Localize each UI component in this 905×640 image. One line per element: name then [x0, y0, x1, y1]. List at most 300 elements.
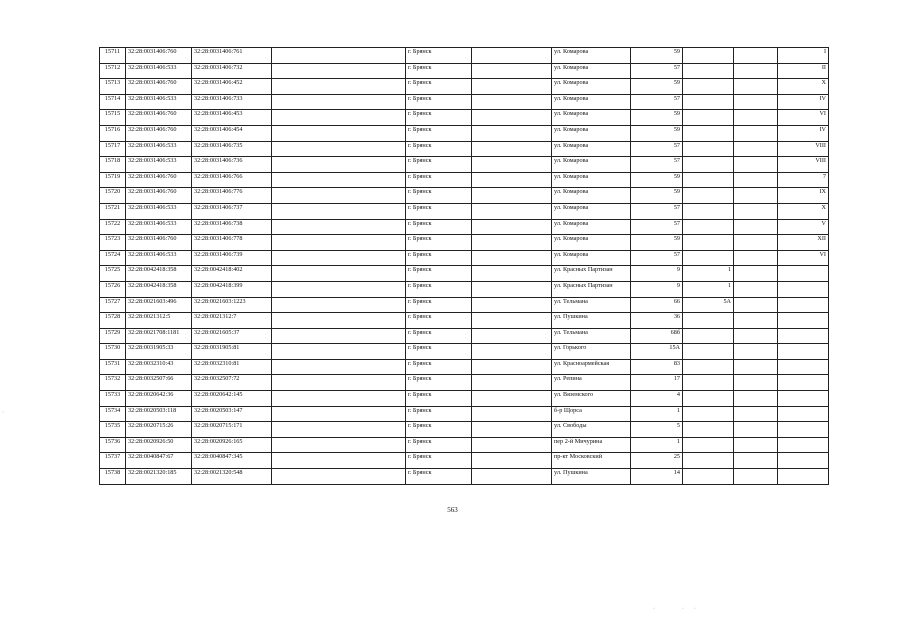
row-number: 15738 [100, 469, 126, 485]
building-cell [683, 422, 734, 438]
cell-empty [272, 235, 406, 251]
cadastral-number-parcel: 32:28:0042418:358 [126, 266, 192, 282]
cadastral-number-object: 32:28:0021320:548 [192, 469, 272, 485]
cadastral-number-parcel: 32:28:0020503:118 [126, 406, 192, 422]
cell-empty [734, 437, 778, 453]
house-number-cell: 66 [631, 297, 683, 313]
city-cell: г. Брянск [406, 297, 472, 313]
city-cell: г. Брянск [406, 125, 472, 141]
street-cell: ул. Комарова [552, 141, 631, 157]
street-cell: ул. Комарова [552, 219, 631, 235]
cell-empty [472, 266, 552, 282]
city-cell: г. Брянск [406, 250, 472, 266]
apartment-cell [778, 297, 829, 313]
house-number-cell: 14 [631, 469, 683, 485]
city-cell: г. Брянск [406, 375, 472, 391]
city-cell: г. Брянск [406, 328, 472, 344]
cell-empty [734, 297, 778, 313]
house-number-cell: 83 [631, 359, 683, 375]
street-cell: ул. Пушкина [552, 469, 631, 485]
cadastral-number-parcel: 32:28:0032507:66 [126, 375, 192, 391]
table-row [100, 110, 829, 126]
street-cell: ул. Тельмана [552, 328, 631, 344]
table-row [100, 422, 829, 438]
cadastral-number-parcel: 32:28:0031406:760 [126, 110, 192, 126]
cell-empty [272, 422, 406, 438]
row-number: 15714 [100, 94, 126, 110]
city-cell: г. Брянск [406, 188, 472, 204]
apartment-cell: X [778, 203, 829, 219]
apartment-cell [778, 359, 829, 375]
cell-empty [472, 110, 552, 126]
cadastral-number-object: 32:28:0031406:736 [192, 157, 272, 173]
cadastral-number-object: 32:28:0020642:145 [192, 391, 272, 407]
row-number: 15722 [100, 219, 126, 235]
house-number-cell: 57 [631, 250, 683, 266]
cadastral-number-object: 32:28:0031406:452 [192, 79, 272, 95]
street-cell: ул. Вяземского [552, 391, 631, 407]
city-cell: г. Брянск [406, 203, 472, 219]
cell-empty [472, 359, 552, 375]
house-number-cell: 17 [631, 375, 683, 391]
cell-empty [272, 391, 406, 407]
cell-empty [472, 48, 552, 64]
house-number-cell: 59 [631, 172, 683, 188]
row-number: 15727 [100, 297, 126, 313]
cell-empty [472, 297, 552, 313]
cell-empty [734, 203, 778, 219]
cadastral-number-object: 32:28:0031406:733 [192, 94, 272, 110]
cell-empty [472, 437, 552, 453]
apartment-cell: IV [778, 125, 829, 141]
cadastral-number-parcel: 32:28:0031406:760 [126, 188, 192, 204]
table-row [100, 375, 829, 391]
table-row [100, 328, 829, 344]
building-cell [683, 141, 734, 157]
cell-empty [472, 328, 552, 344]
cadastral-number-object: 32:28:0031406:739 [192, 250, 272, 266]
apartment-cell [778, 391, 829, 407]
cell-empty [272, 94, 406, 110]
street-cell: пер 2-й Мичурина [552, 437, 631, 453]
street-cell: ул. Комарова [552, 125, 631, 141]
cell-empty [472, 235, 552, 251]
cadastral-number-object: 32:28:0031406:732 [192, 63, 272, 79]
cell-empty [272, 110, 406, 126]
house-number-cell: 1 [631, 406, 683, 422]
cadastral-number-parcel: 32:28:0021312:5 [126, 313, 192, 329]
cadastral-number-parcel: 32:28:0020642:36 [126, 391, 192, 407]
building-cell [683, 235, 734, 251]
street-cell: ул. Красных Партизан [552, 266, 631, 282]
house-number-cell: 68б [631, 328, 683, 344]
cell-empty [472, 375, 552, 391]
building-cell [683, 391, 734, 407]
cadastral-number-object: 32:28:0031406:776 [192, 188, 272, 204]
building-cell [683, 375, 734, 391]
cadastral-number-object: 32:28:0021605:37 [192, 328, 272, 344]
house-number-cell: 57 [631, 141, 683, 157]
table-row [100, 48, 829, 64]
cadastral-number-parcel: 32:28:0020715:26 [126, 422, 192, 438]
cell-empty [472, 422, 552, 438]
cell-empty [272, 266, 406, 282]
cell-empty [272, 297, 406, 313]
table-row [100, 344, 829, 360]
cell-empty [272, 203, 406, 219]
street-cell: ул. Комарова [552, 203, 631, 219]
cell-empty [734, 188, 778, 204]
cell-empty [472, 157, 552, 173]
apartment-cell [778, 328, 829, 344]
street-cell: ул. Комарова [552, 63, 631, 79]
cadastral-number-parcel: 32:28:0031406:533 [126, 157, 192, 173]
cell-empty [472, 203, 552, 219]
table-row [100, 188, 829, 204]
cadastral-number-object: 32:28:0032310:81 [192, 359, 272, 375]
city-cell: г. Брянск [406, 266, 472, 282]
table-row [100, 79, 829, 95]
cell-empty [272, 469, 406, 485]
table-row [100, 391, 829, 407]
cadastral-number-object: 32:28:0020715:171 [192, 422, 272, 438]
cell-empty [272, 328, 406, 344]
city-cell: г. Брянск [406, 110, 472, 126]
apartment-cell [778, 406, 829, 422]
cell-empty [472, 188, 552, 204]
cell-empty [272, 125, 406, 141]
apartment-cell: XII [778, 235, 829, 251]
building-cell [683, 469, 734, 485]
cell-empty [272, 281, 406, 297]
cell-empty [472, 344, 552, 360]
cadastral-number-parcel: 32:28:0031406:760 [126, 79, 192, 95]
building-cell [683, 328, 734, 344]
cell-empty [472, 219, 552, 235]
table-row [100, 157, 829, 173]
row-number: 15730 [100, 344, 126, 360]
row-number: 15725 [100, 266, 126, 282]
table-row [100, 203, 829, 219]
building-cell [683, 48, 734, 64]
cadastral-number-parcel: 32:28:0031406:760 [126, 235, 192, 251]
table-row [100, 235, 829, 251]
page-number: 563 [447, 506, 458, 514]
cell-empty [272, 375, 406, 391]
city-cell: г. Брянск [406, 469, 472, 485]
city-cell: г. Брянск [406, 157, 472, 173]
cadastral-number-object: 32:28:0042418:402 [192, 266, 272, 282]
cadastral-number-parcel: 32:28:0020926:50 [126, 437, 192, 453]
apartment-cell: I [778, 48, 829, 64]
apartment-cell [778, 453, 829, 469]
apartment-cell [778, 313, 829, 329]
cell-empty [734, 172, 778, 188]
building-cell [683, 219, 734, 235]
building-cell [683, 157, 734, 173]
house-number-cell: 59 [631, 110, 683, 126]
table-row [100, 453, 829, 469]
cadastral-number-parcel: 32:28:0021708:1181 [126, 328, 192, 344]
city-cell: г. Брянск [406, 219, 472, 235]
building-cell [683, 188, 734, 204]
city-cell: г. Брянск [406, 437, 472, 453]
apartment-cell [778, 469, 829, 485]
building-cell: 5А [683, 297, 734, 313]
table-row [100, 172, 829, 188]
row-number: 15736 [100, 437, 126, 453]
apartment-cell [778, 344, 829, 360]
house-number-cell: 59 [631, 188, 683, 204]
city-cell: г. Брянск [406, 391, 472, 407]
cadastral-number-parcel: 32:28:0042418:358 [126, 281, 192, 297]
table-row [100, 266, 829, 282]
street-cell: ул. Комарова [552, 250, 631, 266]
street-cell: ул. Комарова [552, 110, 631, 126]
cadastral-number-object: 32:28:0021603:1223 [192, 297, 272, 313]
cadastral-number-parcel: 32:28:0031905:33 [126, 344, 192, 360]
cell-empty [734, 48, 778, 64]
cell-empty [734, 235, 778, 251]
cell-empty [472, 125, 552, 141]
table-row [100, 359, 829, 375]
apartment-cell: V [778, 219, 829, 235]
apartment-cell: VIII [778, 157, 829, 173]
cell-empty [272, 219, 406, 235]
city-cell: г. Брянск [406, 48, 472, 64]
building-cell: 1 [683, 266, 734, 282]
house-number-cell: 59 [631, 235, 683, 251]
row-number: 15712 [100, 63, 126, 79]
street-cell: ул. Комарова [552, 157, 631, 173]
house-number-cell: 4 [631, 391, 683, 407]
row-number: 15733 [100, 391, 126, 407]
cadastral-number-parcel: 32:28:0031406:533 [126, 141, 192, 157]
cell-empty [734, 141, 778, 157]
building-cell [683, 63, 734, 79]
cadastral-number-parcel: 32:28:0031406:533 [126, 219, 192, 235]
cell-empty [272, 437, 406, 453]
table-row [100, 469, 829, 485]
house-number-cell: 15А [631, 344, 683, 360]
building-cell [683, 79, 734, 95]
apartment-cell [778, 375, 829, 391]
apartment-cell [778, 437, 829, 453]
cadastral-number-object: 32:28:0031406:453 [192, 110, 272, 126]
row-number: 15732 [100, 375, 126, 391]
row-number: 15724 [100, 250, 126, 266]
city-cell: г. Брянск [406, 406, 472, 422]
house-number-cell: 25 [631, 453, 683, 469]
cell-empty [734, 344, 778, 360]
city-cell: г. Брянск [406, 422, 472, 438]
street-cell: ул. Комарова [552, 79, 631, 95]
scan-speck: · [2, 410, 4, 416]
cell-empty [734, 313, 778, 329]
street-cell: ул. Красных Партизан [552, 281, 631, 297]
row-number: 15731 [100, 359, 126, 375]
cell-empty [734, 250, 778, 266]
house-number-cell: 57 [631, 63, 683, 79]
cadastral-number-object: 32:28:0031406:778 [192, 235, 272, 251]
cadastral-number-parcel: 32:28:0031406:533 [126, 250, 192, 266]
street-cell: ул. Тельмана [552, 297, 631, 313]
row-number: 15735 [100, 422, 126, 438]
cell-empty [734, 79, 778, 95]
street-cell: ул. Горького [552, 344, 631, 360]
house-number-cell: 59 [631, 48, 683, 64]
building-cell [683, 437, 734, 453]
cell-empty [472, 172, 552, 188]
cadastral-number-parcel: 32:28:0031406:533 [126, 63, 192, 79]
cell-empty [472, 79, 552, 95]
building-cell [683, 203, 734, 219]
table-row [100, 281, 829, 297]
cadastral-number-object: 32:28:0040847:345 [192, 453, 272, 469]
street-cell: ул. Комарова [552, 235, 631, 251]
cell-empty [272, 48, 406, 64]
house-number-cell: 59 [631, 125, 683, 141]
city-cell: г. Брянск [406, 453, 472, 469]
cadastral-number-object: 32:28:0021312:7 [192, 313, 272, 329]
row-number: 15723 [100, 235, 126, 251]
cell-empty [272, 188, 406, 204]
table-row [100, 63, 829, 79]
cell-empty [472, 406, 552, 422]
cadastral-number-parcel: 32:28:0031406:760 [126, 48, 192, 64]
cadastral-number-parcel: 32:28:0032310:43 [126, 359, 192, 375]
apartment-cell [778, 266, 829, 282]
cell-empty [272, 453, 406, 469]
cell-empty [734, 266, 778, 282]
house-number-cell: 1 [631, 437, 683, 453]
cadastral-number-object: 32:28:0020503:147 [192, 406, 272, 422]
street-cell: ул. Комарова [552, 48, 631, 64]
city-cell: г. Брянск [406, 79, 472, 95]
cadastral-number-object: 32:28:0031905:81 [192, 344, 272, 360]
building-cell [683, 172, 734, 188]
cadastral-number-object: 32:28:0020926:165 [192, 437, 272, 453]
row-number: 15737 [100, 453, 126, 469]
building-cell [683, 359, 734, 375]
city-cell: г. Брянск [406, 313, 472, 329]
city-cell: г. Брянск [406, 63, 472, 79]
street-cell: ул. Репина [552, 375, 631, 391]
street-cell: ул. Красноармейская [552, 359, 631, 375]
row-number: 15720 [100, 188, 126, 204]
apartment-cell: VI [778, 110, 829, 126]
street-cell: ул. Комарова [552, 188, 631, 204]
table-row [100, 250, 829, 266]
scan-speck: · [694, 606, 696, 612]
table-row [100, 313, 829, 329]
row-number: 15711 [100, 48, 126, 64]
row-number: 15721 [100, 203, 126, 219]
cell-empty [272, 313, 406, 329]
cadastral-number-parcel: 32:28:0031406:533 [126, 203, 192, 219]
cell-empty [734, 359, 778, 375]
table-body [100, 48, 829, 485]
table-row [100, 406, 829, 422]
row-number: 15734 [100, 406, 126, 422]
cell-empty [734, 110, 778, 126]
cell-empty [472, 94, 552, 110]
registry-table [99, 47, 829, 485]
cell-empty [272, 250, 406, 266]
scan-speck: · [653, 606, 655, 612]
cell-empty [272, 157, 406, 173]
cadastral-number-object: 32:28:0031406:766 [192, 172, 272, 188]
cell-empty [272, 79, 406, 95]
building-cell [683, 110, 734, 126]
cell-empty [272, 359, 406, 375]
building-cell [683, 94, 734, 110]
cell-empty [734, 422, 778, 438]
cadastral-number-object: 32:28:0042418:399 [192, 281, 272, 297]
cell-empty [734, 219, 778, 235]
cadastral-number-parcel: 32:28:0031406:760 [126, 172, 192, 188]
cell-empty [272, 344, 406, 360]
cell-empty [472, 453, 552, 469]
building-cell [683, 344, 734, 360]
apartment-cell [778, 422, 829, 438]
apartment-cell [778, 281, 829, 297]
cell-empty [472, 391, 552, 407]
cell-empty [472, 141, 552, 157]
cell-empty [472, 313, 552, 329]
row-number: 15719 [100, 172, 126, 188]
apartment-cell: IX [778, 188, 829, 204]
cadastral-number-parcel: 32:28:0031406:760 [126, 125, 192, 141]
city-cell: г. Брянск [406, 172, 472, 188]
city-cell: г. Брянск [406, 281, 472, 297]
apartment-cell: II [778, 63, 829, 79]
cell-empty [734, 94, 778, 110]
house-number-cell: 5 [631, 422, 683, 438]
house-number-cell: 57 [631, 203, 683, 219]
cadastral-number-parcel: 32:28:0040847:67 [126, 453, 192, 469]
cell-empty [734, 125, 778, 141]
row-number: 15713 [100, 79, 126, 95]
city-cell: г. Брянск [406, 359, 472, 375]
row-number: 15717 [100, 141, 126, 157]
cadastral-number-object: 32:28:0031406:737 [192, 203, 272, 219]
street-cell: ул. Комарова [552, 172, 631, 188]
house-number-cell: 9 [631, 281, 683, 297]
apartment-cell: VIII [778, 141, 829, 157]
cell-empty [734, 281, 778, 297]
apartment-cell: 7 [778, 172, 829, 188]
scan-speck: · [682, 606, 684, 612]
cell-empty [272, 172, 406, 188]
house-number-cell: 57 [631, 219, 683, 235]
cell-empty [472, 250, 552, 266]
cadastral-number-parcel: 32:28:0021603:496 [126, 297, 192, 313]
house-number-cell: 57 [631, 157, 683, 173]
table-row [100, 141, 829, 157]
cell-empty [734, 469, 778, 485]
cell-empty [472, 469, 552, 485]
cell-empty [472, 281, 552, 297]
table-row [100, 297, 829, 313]
city-cell: г. Брянск [406, 235, 472, 251]
house-number-cell: 57 [631, 94, 683, 110]
cadastral-number-parcel: 32:28:0031406:533 [126, 94, 192, 110]
table-row [100, 437, 829, 453]
row-number: 15716 [100, 125, 126, 141]
table-row [100, 94, 829, 110]
cell-empty [272, 141, 406, 157]
